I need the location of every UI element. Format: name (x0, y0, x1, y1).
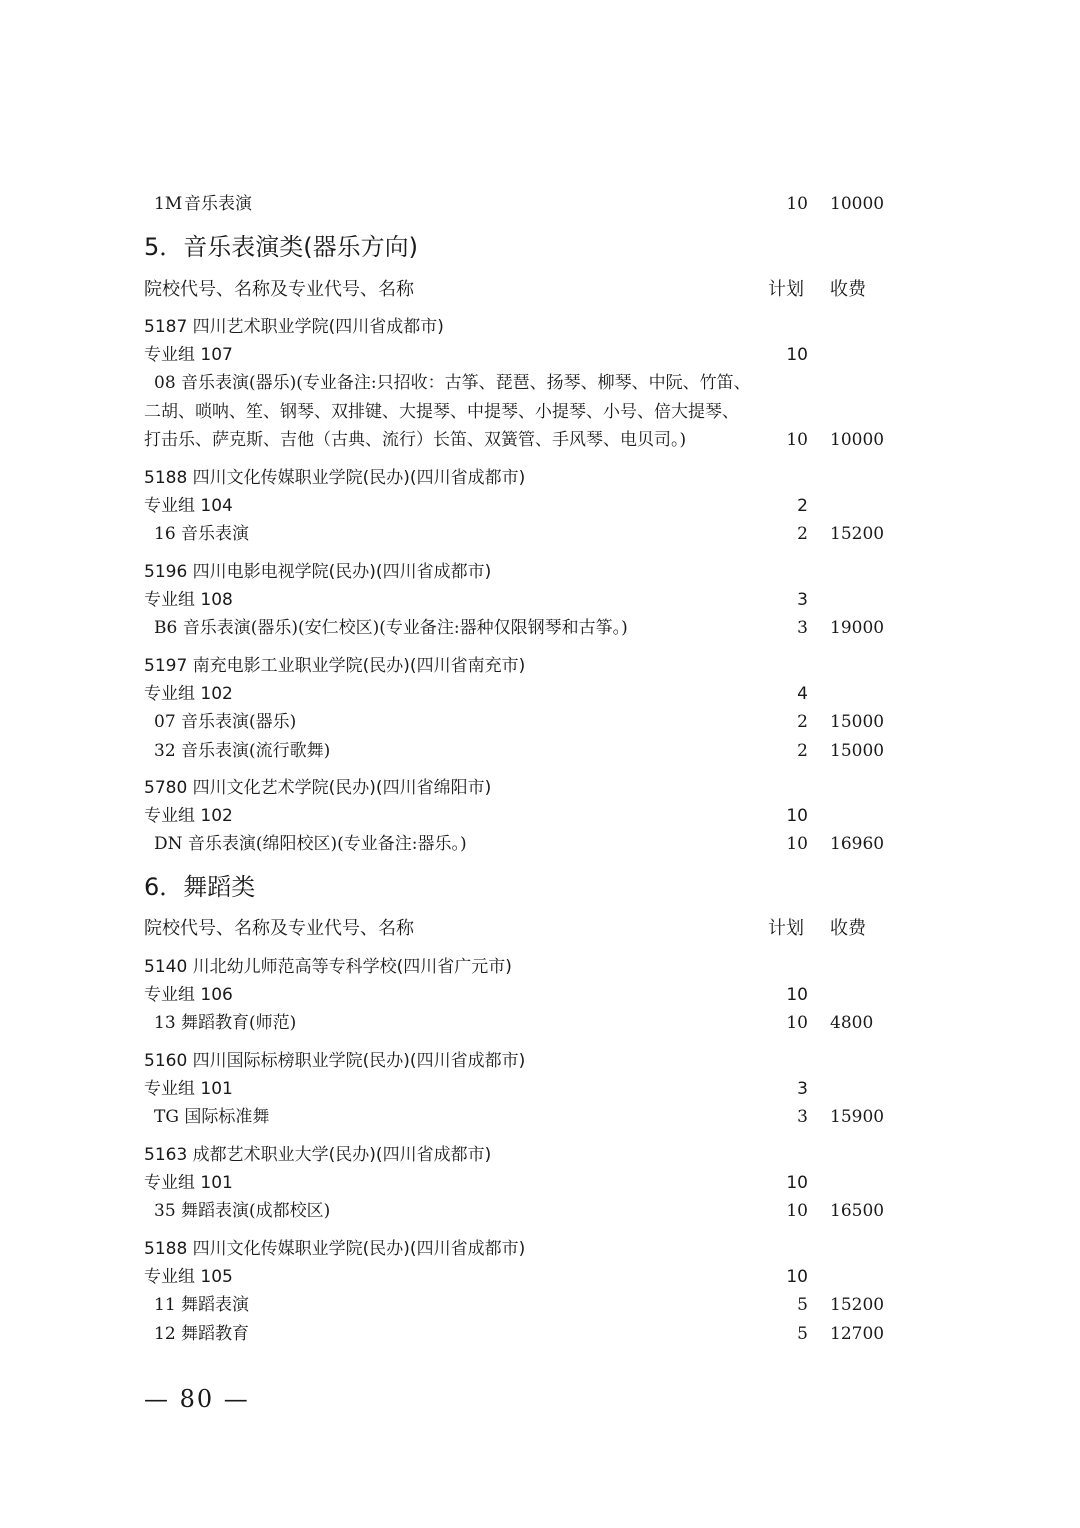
column-header-label: 院校代号、名称及专业代号、名称 (144, 918, 414, 939)
column-header-fee: 收费 (830, 279, 866, 300)
major-row (0, 369, 1080, 397)
plan-value: 2 (797, 741, 808, 761)
school-row (0, 464, 1080, 492)
group-name: 专业组 108 (144, 590, 233, 610)
group-plan: 10 (786, 345, 808, 365)
fee-value: 15900 (830, 1107, 885, 1127)
school-row (0, 558, 1080, 586)
plan-value: 3 (797, 1107, 808, 1127)
plan-value: 2 (797, 524, 808, 544)
school-row (0, 1141, 1080, 1169)
fee-value: 15000 (830, 712, 885, 732)
group-row (0, 1075, 1080, 1103)
major-text-line3: 打击乐、萨克斯、吉他（古典、流行）长笛、双簧管、手风琴、电贝司。) (144, 430, 687, 450)
major-text: 32 音乐表演(流行歌舞) (154, 741, 331, 761)
school-row (0, 1235, 1080, 1263)
major-text: 16 音乐表演 (154, 524, 250, 544)
major-text: 07 音乐表演(器乐) (154, 712, 297, 732)
major-code: 1M (154, 194, 183, 214)
group-row (0, 492, 1080, 520)
school-name: 5197 南充电影工业职业学院(民办)(四川省南充市) (144, 656, 526, 676)
group-name: 专业组 106 (144, 985, 233, 1005)
major-row (0, 1009, 1080, 1037)
school-row (0, 1047, 1080, 1075)
column-header-plan: 计划 (768, 918, 804, 939)
fee-value: 10000 (830, 430, 885, 450)
plan-value: 10 (786, 1013, 808, 1033)
column-header-plan: 计划 (768, 279, 804, 300)
school-row (0, 774, 1080, 802)
group-plan: 2 (797, 496, 808, 516)
group-row (0, 1263, 1080, 1291)
group-plan: 10 (786, 1267, 808, 1287)
group-plan: 3 (797, 1079, 808, 1099)
major-name: 音乐表演 (184, 194, 252, 214)
school-name: 5187 四川艺术职业学院(四川省成都市) (144, 317, 444, 337)
section-title: 5．音乐表演类(器乐方向) (144, 233, 418, 261)
plan-value: 10 (786, 194, 808, 214)
plan-value: 5 (797, 1295, 808, 1315)
plan-value: 10 (786, 1201, 808, 1221)
major-row (0, 1103, 1080, 1131)
group-name: 专业组 102 (144, 806, 233, 826)
plan-value: 10 (786, 430, 808, 450)
school-name: 5188 四川文化传媒职业学院(民办)(四川省成都市) (144, 1239, 526, 1259)
plan-value: 2 (797, 712, 808, 732)
major-text: 11 舞蹈表演 (154, 1295, 250, 1315)
fee-value: 15000 (830, 741, 885, 761)
major-row (0, 1291, 1080, 1319)
fee-value: 16960 (830, 834, 885, 854)
school-row (0, 313, 1080, 341)
group-row (0, 586, 1080, 614)
school-row (0, 652, 1080, 680)
school-name: 5196 四川电影电视学院(民办)(四川省成都市) (144, 562, 492, 582)
major-row (0, 614, 1080, 642)
major-text-line1: 08 音乐表演(器乐)(专业备注:只招收：古筝、琵琶、扬琴、柳琴、中阮、竹笛、 (154, 373, 751, 393)
major-row (0, 1197, 1080, 1225)
group-name: 专业组 101 (144, 1173, 233, 1193)
school-name: 5163 成都艺术职业大学(民办)(四川省成都市) (144, 1145, 492, 1165)
group-name: 专业组 101 (144, 1079, 233, 1099)
fee-value: 15200 (830, 524, 885, 544)
major-row (0, 830, 1080, 858)
school-name: 5160 四川国际标榜职业学院(民办)(四川省成都市) (144, 1051, 526, 1071)
group-plan: 10 (786, 1173, 808, 1193)
group-plan: 10 (786, 985, 808, 1005)
group-plan: 4 (797, 684, 808, 704)
group-row (0, 680, 1080, 708)
major-text: 13 舞蹈教育(师范) (154, 1013, 297, 1033)
major-row (0, 520, 1080, 548)
fee-value: 4800 (830, 1013, 874, 1033)
plan-value: 3 (797, 618, 808, 638)
plan-value: 5 (797, 1324, 808, 1344)
school-name: 5140 川北幼儿师范高等专科学校(四川省广元市) (144, 957, 512, 977)
major-text: 35 舞蹈表演(成都校区) (154, 1201, 331, 1221)
school-name: 5188 四川文化传媒职业学院(民办)(四川省成都市) (144, 468, 526, 488)
major-row-continued (0, 426, 1080, 454)
major-row (0, 708, 1080, 736)
major-text: TG 国际标准舞 (154, 1107, 270, 1127)
column-header-fee: 收费 (830, 918, 866, 939)
group-plan: 3 (797, 590, 808, 610)
major-text-line2: 二胡、唢呐、笙、钢琴、双排键、大提琴、中提琴、小提琴、小号、倍大提琴、 (144, 402, 739, 422)
column-header-label: 院校代号、名称及专业代号、名称 (144, 279, 414, 300)
group-name: 专业组 102 (144, 684, 233, 704)
major-text: DN 音乐表演(绵阳校区)(专业备注:器乐。) (154, 834, 467, 854)
major-row (0, 737, 1080, 765)
school-row (0, 953, 1080, 981)
group-plan: 10 (786, 806, 808, 826)
major-row (0, 190, 1080, 218)
major-row-continued (0, 398, 1080, 426)
fee-value: 12700 (830, 1324, 885, 1344)
school-name: 5780 四川文化艺术学院(民办)(四川省绵阳市) (144, 778, 492, 798)
major-text: B6 音乐表演(器乐)(安仁校区)(专业备注:器种仅限钢琴和古筝。) (154, 618, 628, 638)
group-row (0, 1169, 1080, 1197)
fee-value: 10000 (830, 194, 885, 214)
fee-value: 16500 (830, 1201, 885, 1221)
group-name: 专业组 104 (144, 496, 233, 516)
group-row (0, 981, 1080, 1009)
section-title: 6．舞蹈类 (144, 873, 256, 901)
page-number: — 80 — (144, 1385, 250, 1413)
fee-value: 19000 (830, 618, 885, 638)
column-header (0, 276, 1080, 304)
fee-value: 15200 (830, 1295, 885, 1315)
group-name: 专业组 107 (144, 345, 233, 365)
column-header (0, 915, 1080, 943)
group-name: 专业组 105 (144, 1267, 233, 1287)
major-row (0, 1320, 1080, 1348)
group-row (0, 802, 1080, 830)
plan-value: 10 (786, 834, 808, 854)
major-text: 12 舞蹈教育 (154, 1324, 250, 1344)
group-row (0, 341, 1080, 369)
